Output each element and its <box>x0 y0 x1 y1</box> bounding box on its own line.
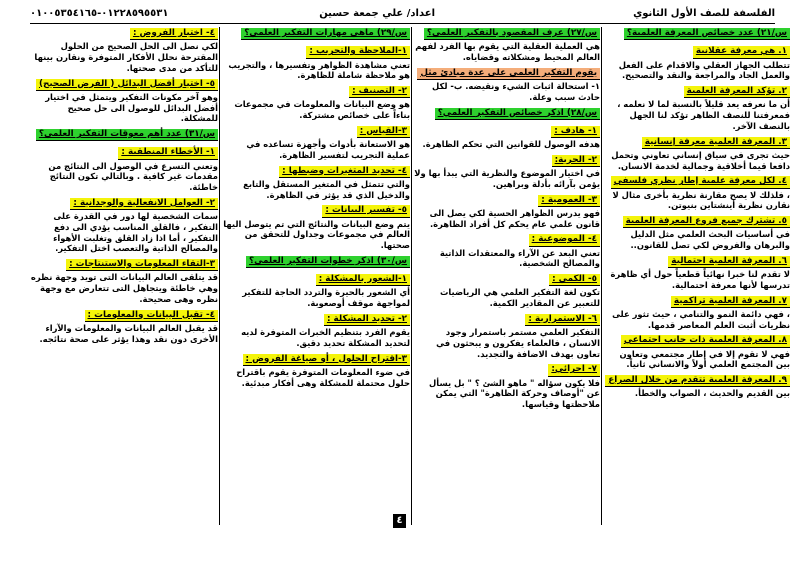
section-heading: ٤- تحديد المتغيرات وضبطها : <box>279 166 410 178</box>
section-heading: ٧- اجرائي: <box>548 364 600 376</box>
section-text: أي الشعور بالحيرة والتردد الحاجة للتفكير لمواجهة موقف أوصعوبة. <box>242 287 410 308</box>
section-text: هو الاستعانة بأدوات وأجهزة تساعده في عملية التجريب لتفسير الظاهرة. <box>246 139 410 160</box>
section-heading: ٨. المعرفة العلمية ذات جانب اجتماعي <box>621 335 790 347</box>
section-text: فهي لا تقوم إلا في إطار مجتمعي وتعاون بين المجتمع العلمي أولاً والانساني ثانياً. <box>619 348 790 370</box>
section <box>604 215 790 251</box>
column-1 <box>604 27 790 525</box>
section-heading: س/٣٠) اذكر خطوات التفكير العلمي؟ <box>246 256 410 268</box>
section-text: في اختيار الموضوع والنظرية التي يبدأ بها ولا يؤمن بآرائه بأدلة وبراهين. <box>414 168 600 189</box>
section-text: ، فهي دائمة النمو والتنامي ، حيث تثور على نظريات أثبت العلم المعاصر قدمها. <box>612 308 790 330</box>
section <box>414 313 600 360</box>
section-heading: ٣- العمومية : <box>538 195 600 207</box>
section-heading: ٩. المعرفة العلمية تتقدم من خلال الصراع <box>605 375 790 387</box>
section-text: في أساسيات البحث العلمي مثل الدليل والبرهان والفروض لكي تصل للقانون.. <box>630 229 790 250</box>
section <box>414 154 600 190</box>
section <box>222 125 410 161</box>
section <box>222 313 410 349</box>
subject-title: الفلسفة للصف الأول الثانوي <box>633 8 775 19</box>
section-heading: ١-الشعور بالمشكلة : <box>316 274 410 286</box>
section-heading: ٣. المعرفة العلمية معرفة إنسانية <box>642 137 790 149</box>
section-text: هي العملية العقلية التي يقوم بها الفرد لفهم العالم المحيط ومشكلاته وقضاياه. <box>415 41 600 62</box>
section <box>222 45 410 81</box>
column-3 <box>222 27 410 525</box>
section-heading: يقوم التفكير العلمي على عدة مبادئ مثل <box>417 68 600 80</box>
section-text: لكي نصل الى الحل الصحيح من الحلول المقترحة نحلل الأفكار المتوفرة ونقارن بينها للتأكد من مدى صحتها. <box>34 41 218 73</box>
section-text: التفكير العلمي مستمر باستمرار وجود الانسان ، فالعلماء يفكرون و يبحثون في تعاون بهدف الاضافة والتجديد. <box>436 327 600 359</box>
section-text: فلا يكون سؤاله " ماهو الشئ ؟ " بل يسأل عن "أوصاف وحركة الظاهرة" التي يمكن ملاحظتها وقياسها. <box>429 377 600 409</box>
section-heading: ٣-القياس : <box>357 126 410 138</box>
section-text: تكون لغة التفكير العلمي هي الرياضيات للتعبير عن المقادير الكمية. <box>439 287 600 308</box>
section-heading: ٢- التصنيف : <box>349 86 410 98</box>
section-heading: ٣-التقاء المعلومات والاستنتاجات : <box>66 259 218 271</box>
section <box>30 78 218 125</box>
section-heading: ٥. تشترك جميع فروع المعرفة العلمية <box>623 216 790 228</box>
section-heading: ٥- الكمي : <box>549 274 600 286</box>
section-text: هدفه الوصول للقوانين التي تحكم الظاهرة. <box>422 139 600 149</box>
section-heading: ٦- الاستمرارية : <box>525 314 600 326</box>
column-4 <box>30 27 218 525</box>
section-text: يقوم الفرد بتنظيم الخبرات المتوفرة لديه لتحديد المشكلة تحديد دقيق. <box>241 327 410 348</box>
section-heading: ٤- اختبار الفروض : <box>130 28 218 40</box>
section-heading: ٢- العوامل الانفعالية والوجدانية : <box>70 198 218 210</box>
section-heading: ٢- تحديد المشكلة : <box>324 314 410 326</box>
section <box>30 309 218 345</box>
page-number: ٤ <box>393 514 406 528</box>
section <box>604 45 790 81</box>
section <box>414 363 600 410</box>
section <box>414 67 600 103</box>
section-text: والتي تتمثل في المتغير المستقل والتابع والدخيل الذي قد يؤثر في الظاهرة. <box>243 178 410 200</box>
section <box>414 107 600 121</box>
section <box>414 273 600 309</box>
section <box>414 194 600 230</box>
section <box>222 255 410 269</box>
section <box>604 175 790 211</box>
section-heading: ١. هي معرفة عقلانية <box>693 46 790 58</box>
section-text: فهو يدرس الظواهر الحسية لكي يصل الى قانون علمي عام يحكم كل أفراد الظاهرة. <box>429 207 600 229</box>
section-text: قد يتلقى العالم البيانات التى تويد وجهة نظره وهي خاطئة ويتجاهل التى تتعارض مع وجهة نظره وهى صحيحة. <box>30 272 218 304</box>
section <box>604 334 790 370</box>
section <box>222 27 410 41</box>
section-heading: س/٢١) عدد خصائص المعرفة العلمية؟ <box>624 28 790 40</box>
section-heading: ٢- الحرية: <box>552 155 600 167</box>
section <box>222 165 410 201</box>
author-credit: اعداد/ علي جمعة حسين <box>319 8 435 19</box>
section <box>222 353 410 389</box>
section <box>604 27 790 41</box>
section-heading: س/٢٨) اذكر خصائص التفكير العلمي؟ <box>435 108 600 120</box>
section-text: تعني البعد عن الآراء والمعتقدات الذاتية والمصالح الشخصية. <box>439 247 600 269</box>
section-heading: ٢. تؤكد المعرفة العلمية <box>684 86 790 98</box>
phone-numbers: ٠١٢٢٨٥٩٥٥٣١-٠١٠٠٥٣٥٤١٦٥ <box>30 8 169 19</box>
section-text: تتطلب الجهاز العقلي والاقدام على الفعل والعمل الجاد والمراجعة والنقد والتصحيح. <box>618 59 790 81</box>
section-text: وهو آخر مكونات التفكير ويتمثل في اختيار أفضل البدائل للوصول الى حل صحيح للمشكلة. <box>45 91 218 124</box>
section-heading: ٧. المعرفة العلمية تراكمية <box>671 296 790 308</box>
section-heading: ٤- تقبل البيانات والمعلومات : <box>85 310 218 322</box>
section <box>30 258 218 305</box>
section <box>222 273 410 309</box>
section-text: ١- استحالة اثبات الشيء ونقيضه. ب- لكل حادث سبب وعلة. <box>431 81 600 102</box>
column-2 <box>414 27 600 525</box>
section-text: لا تقدم لنا خبرا نهائياً قطعياً حول أي ظاهرة تدرسها لأنها معرفة احتمالية. <box>610 269 790 290</box>
section <box>222 204 410 251</box>
section-heading: ٦. المعرفة العلمية احتمالية <box>668 256 790 268</box>
column-divider <box>601 27 602 525</box>
section-heading: ٥- اختيار أفضل البدائل ( الفرض الصحيح) <box>36 79 218 91</box>
section <box>414 125 600 150</box>
section <box>30 128 218 142</box>
section-heading: س/٢٧) عرف المقصود بالتفكير العلمي؟ <box>424 28 600 40</box>
column-divider <box>219 27 220 525</box>
section-text: سمات الشخصية لها دور في القدرة على التفكير ، فالقلق المناسب يؤدي الى دفع التفكير ، أما اذا زاد القلق وتغلبت الأهواء والمصالح الذاتية والتعصب اختل التفكير. <box>53 211 218 254</box>
section <box>604 295 790 331</box>
section <box>604 374 790 399</box>
section-text: تعني مشاهدة الظواهر وتفسيرها ، والتجريب هو ملاحظة شاملة للظاهرة. <box>228 59 410 81</box>
section-text: ، فلذلك لا يصح مقارنة نظرية بأخرى مثال لا نقارن نظرية أينشتاين بنيوتن. <box>612 189 790 211</box>
section-heading: ٥- تفسير البيانات : <box>322 205 410 217</box>
section-text: وتعني التسرع في الوصول الى النتائج من مقدمات غير كافية . وبالتالي تكون النتائج خاطئة. <box>48 160 218 192</box>
section-text: بين القديم والحديث ، الصواب والخطأ. <box>634 388 790 399</box>
section <box>30 27 218 74</box>
section <box>604 136 790 172</box>
section-heading: ١-الملاحظة والتجريب : <box>306 46 410 58</box>
section <box>222 85 410 121</box>
section-heading: س/٣١) عدد أهم معوقات التفكير العلمي؟ <box>36 129 218 141</box>
section-heading: ٣-اقتراح الحلول ، أو صياغة الفروض : <box>243 354 411 366</box>
section <box>414 233 600 269</box>
section <box>604 255 790 291</box>
section-text: في ضوء المعلومات المتوفرة يقوم باقتراح حلول محتملة للمشكلة وهى أفكار مبدئية. <box>236 366 410 388</box>
section-heading: ١- هادف : <box>551 126 600 138</box>
section <box>414 27 600 63</box>
column-divider <box>411 27 412 525</box>
section-text: أن ما نعرفه يعد قليلاً بالنسبة لما لا نعلمه ، فمعرفتنا للنصف الظاهر تؤكد لنا الجهل بالنصف الآخر. <box>617 99 790 131</box>
section-heading: ٤. لكل معرفة علمية إطار نظري فلسفي <box>611 176 790 188</box>
section-text: هو وضع البيانات والمعلومات في مجموعات بناءاً على خصائص مشتركة. <box>234 99 410 120</box>
page-header <box>30 8 775 24</box>
section <box>604 85 790 132</box>
section-heading: س/٢٩) ماهي مهارات التفكير العلمي؟ <box>241 28 410 40</box>
section-text: حيث تجرى في سياق إنساني تعاوني وتحمل دافعا قيما أخلاقية وجمالية لخدمة الانسان. <box>611 149 790 171</box>
section-text: يتم وضع البيانات والنتائج التي تم يتوصل اليها العالم في مجموعات وجداول للتحقق من صحتها. <box>223 218 410 250</box>
section-heading: ١- الأخطاء المنطقية : <box>118 147 218 159</box>
section-heading: ٤- الموضوعية : <box>529 234 600 246</box>
header-rule <box>30 23 775 24</box>
section <box>30 197 218 254</box>
section <box>30 146 218 193</box>
section-text: قد يقبل العالم البيانات والمعلومات والآراء الأخرى دون نقد وهذا يؤثر على صحة نتائجه. <box>39 322 218 344</box>
